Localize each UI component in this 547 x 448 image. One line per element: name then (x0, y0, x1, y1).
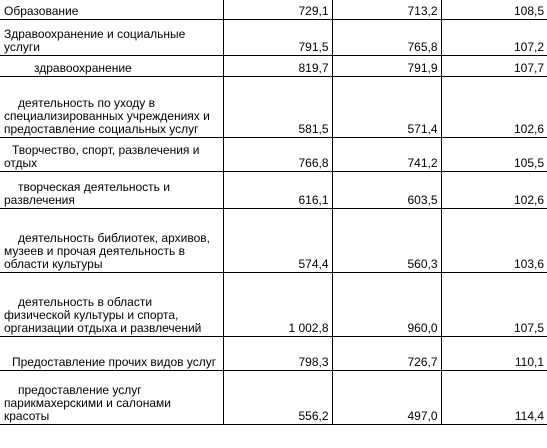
row-label (0, 171, 223, 208)
row-label: здравоохранение (0, 55, 223, 76)
cell-value-3: 102,6 (441, 76, 547, 137)
table-row (0, 19, 547, 55)
table-row (0, 0, 547, 19)
cell-value-3: 102,6 (441, 171, 547, 208)
cell-value-1: 819,7 (223, 55, 332, 76)
cell-value-2: 560,3 (332, 208, 441, 272)
cell-value-2: 960,0 (332, 272, 441, 336)
row-label-text: деятельность библиотек, архивов, музеев и прочая деятельность в области культуры (4, 230, 210, 271)
cell-value-1: 798,3 (223, 336, 332, 370)
row-label: Здравоохранение и социальные услуги (0, 19, 223, 55)
cell-value-1: 556,2 (223, 370, 332, 424)
row-label (0, 208, 223, 272)
row-label-text: творческая деятельность и развлечения (4, 179, 170, 207)
cell-value-1: 574,4 (223, 208, 332, 272)
cell-value-3: 110,1 (441, 336, 547, 370)
row-label (0, 272, 223, 336)
row-label (0, 137, 223, 171)
row-label: Предоставление прочих видов услуг (0, 336, 223, 370)
row-label: Образование (0, 0, 223, 19)
cell-value-1: 581,5 (223, 76, 332, 137)
table-row (0, 76, 547, 137)
row-label (0, 370, 223, 424)
cell-value-2: 497,0 (332, 370, 441, 424)
cell-value-2: 791,9 (332, 55, 441, 76)
cell-value-1: 791,5 (223, 19, 332, 55)
cell-value-3: 107,2 (441, 19, 547, 55)
cell-value-2: 603,5 (332, 171, 441, 208)
row-label-text: деятельность по уходу в специализированных учреждениях и предоставление социальных услуг (4, 95, 210, 136)
cell-value-3: 105,5 (441, 137, 547, 171)
cell-value-2: 713,2 (332, 0, 441, 19)
row-label-text: Творчество, спорт, развлечения и отдых (4, 142, 200, 170)
cell-value-1: 616,1 (223, 171, 332, 208)
cell-value-3: 108,5 (441, 0, 547, 19)
table-row (0, 55, 547, 76)
table-row (0, 137, 547, 171)
cell-value-2: 741,2 (332, 137, 441, 171)
row-label-text: деятельность в области физической культуры и спорта, организации отдыха и развлечений (4, 294, 202, 335)
cell-value-2: 765,8 (332, 19, 441, 55)
row-label-text: предоставление услуг парикмахерскими и салонами красоты (4, 382, 171, 423)
cell-value-1: 766,8 (223, 137, 332, 171)
cell-value-3: 107,7 (441, 55, 547, 76)
cell-value-1: 729,1 (223, 0, 332, 19)
cell-value-2: 571,4 (332, 76, 441, 137)
cell-value-1: 1 002,8 (223, 272, 332, 336)
cell-value-2: 726,7 (332, 336, 441, 370)
cell-value-3: 107,5 (441, 272, 547, 336)
table-row (0, 272, 547, 336)
table-row (0, 336, 547, 370)
table-row (0, 208, 547, 272)
cell-value-3: 103,6 (441, 208, 547, 272)
table-row (0, 171, 547, 208)
row-label (0, 76, 223, 137)
table-row (0, 370, 547, 424)
cell-value-3: 114,4 (441, 370, 547, 424)
